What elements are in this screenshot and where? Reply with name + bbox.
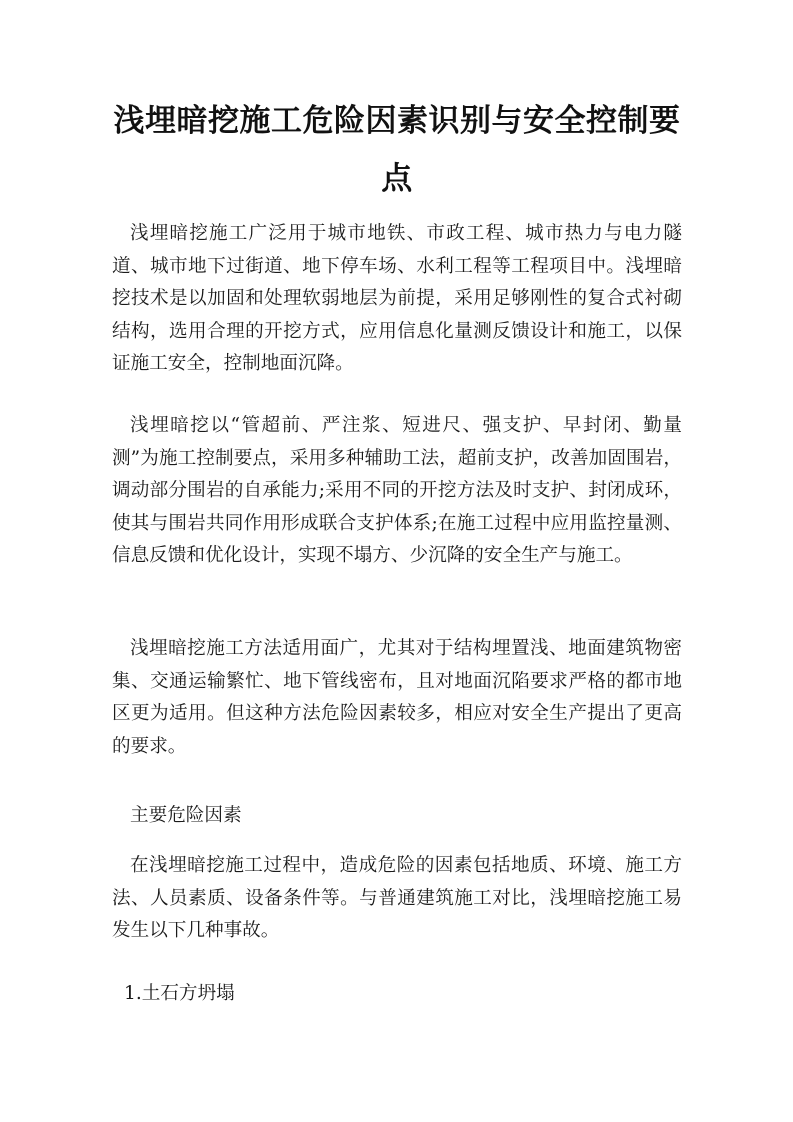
subsection-heading-earthwork-collapse: 1.土石方坍塌	[124, 983, 235, 1004]
hazards-paragraph: 在浅埋暗挖施工过程中，造成危险的因素包括地质、环境、施工方法、人员素质、设备条件等。与普通建筑施工对比，浅埋暗挖施工易发生以下几种事故。	[112, 855, 682, 941]
control-points-paragraph: 浅埋暗挖以“管超前、严注浆、短进尺、强支护、早封闭、勤量测”为施工控制要点，采用多种辅助工法，超前支护，改善加固围岩，调动部分围岩的自承能力;采用不同的开挖方法及时支护、封闭成环，使其与围岩共同作用形成联合支护体系;在施工过程中应用监控量测、信息反馈和优化设计，实现不塌方、少沉降的安全生产与施工。	[112, 415, 682, 566]
document-title: 浅埋暗挖施工危险因素识别与安全控制要点	[113, 103, 681, 197]
intro-paragraph: 浅埋暗挖施工广泛用于城市地铁、市政工程、城市热力与电力隧道、城市地下过街道、地下停车场、水利工程等工程项目中。浅埋暗挖技术是以加固和处理软弱地层为前提，采用足够刚性的复合式衬砌结构，选用合理的开挖方式，应用信息化量测反馈设计和施工，以保证施工安全，控制地面沉降。	[112, 223, 682, 374]
section-heading-main-hazards: 主要危险因素	[130, 805, 242, 826]
applicability-paragraph: 浅埋暗挖施工方法适用面广，尤其对于结构埋置浅、地面建筑物密集、交通运输繁忙、地下管线密布，且对地面沉陷要求严格的都市地区更为适用。但这种方法危险因素较多，相应对安全生产提出了更高的要求。	[112, 638, 682, 757]
